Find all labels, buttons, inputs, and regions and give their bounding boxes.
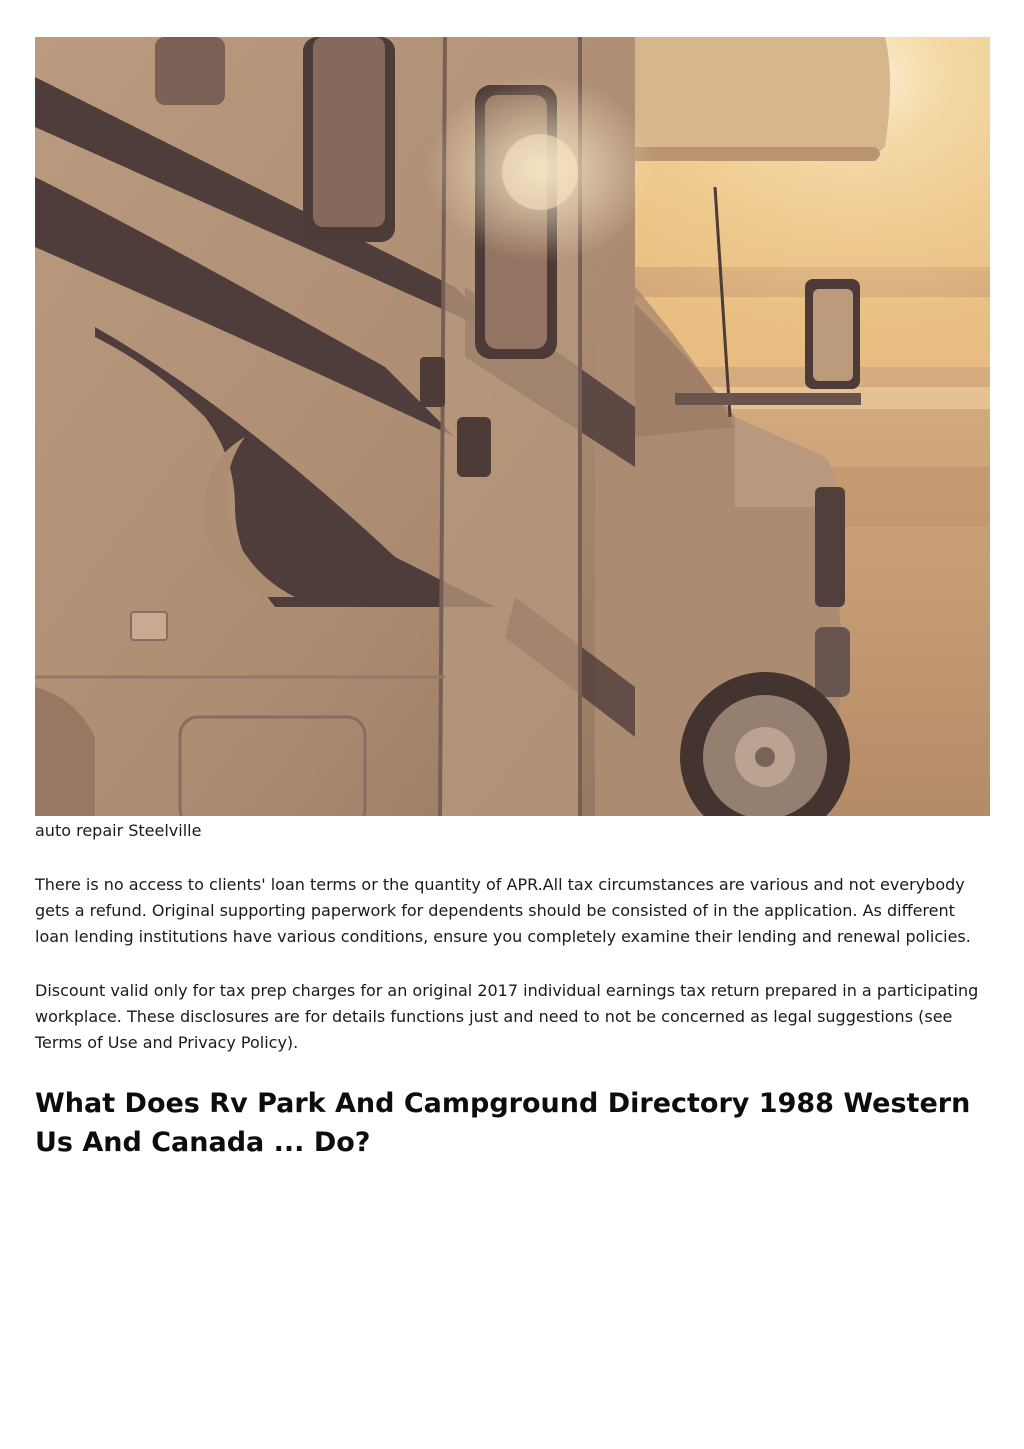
article — [35, 37, 991, 1162]
image-caption: auto repair Steelville — [35, 821, 202, 840]
body-paragraph: Discount valid only for tax prep charges for an original 2017 individual earnings tax return prepared in a participating workplace. These disclosures are for details functions just and need to not be concerned as legal suggestions (see Terms of Use and Privacy Policy). — [35, 981, 979, 1052]
body-paragraph: There is no access to clients' loan terms or the quantity of APR.All tax circumstances are various and not everybody gets a refund. Original supporting paperwork for dependents should be consisted of in the application. As different loan lending institutions have various conditions, ensure you completely examine their lending and renewal policies. — [35, 875, 971, 946]
section-heading: What Does Rv Park And Campground Directory 1988 Western Us And Canada ... Do? — [35, 1088, 971, 1158]
rv-photo — [35, 37, 990, 816]
hero-image — [35, 37, 990, 816]
